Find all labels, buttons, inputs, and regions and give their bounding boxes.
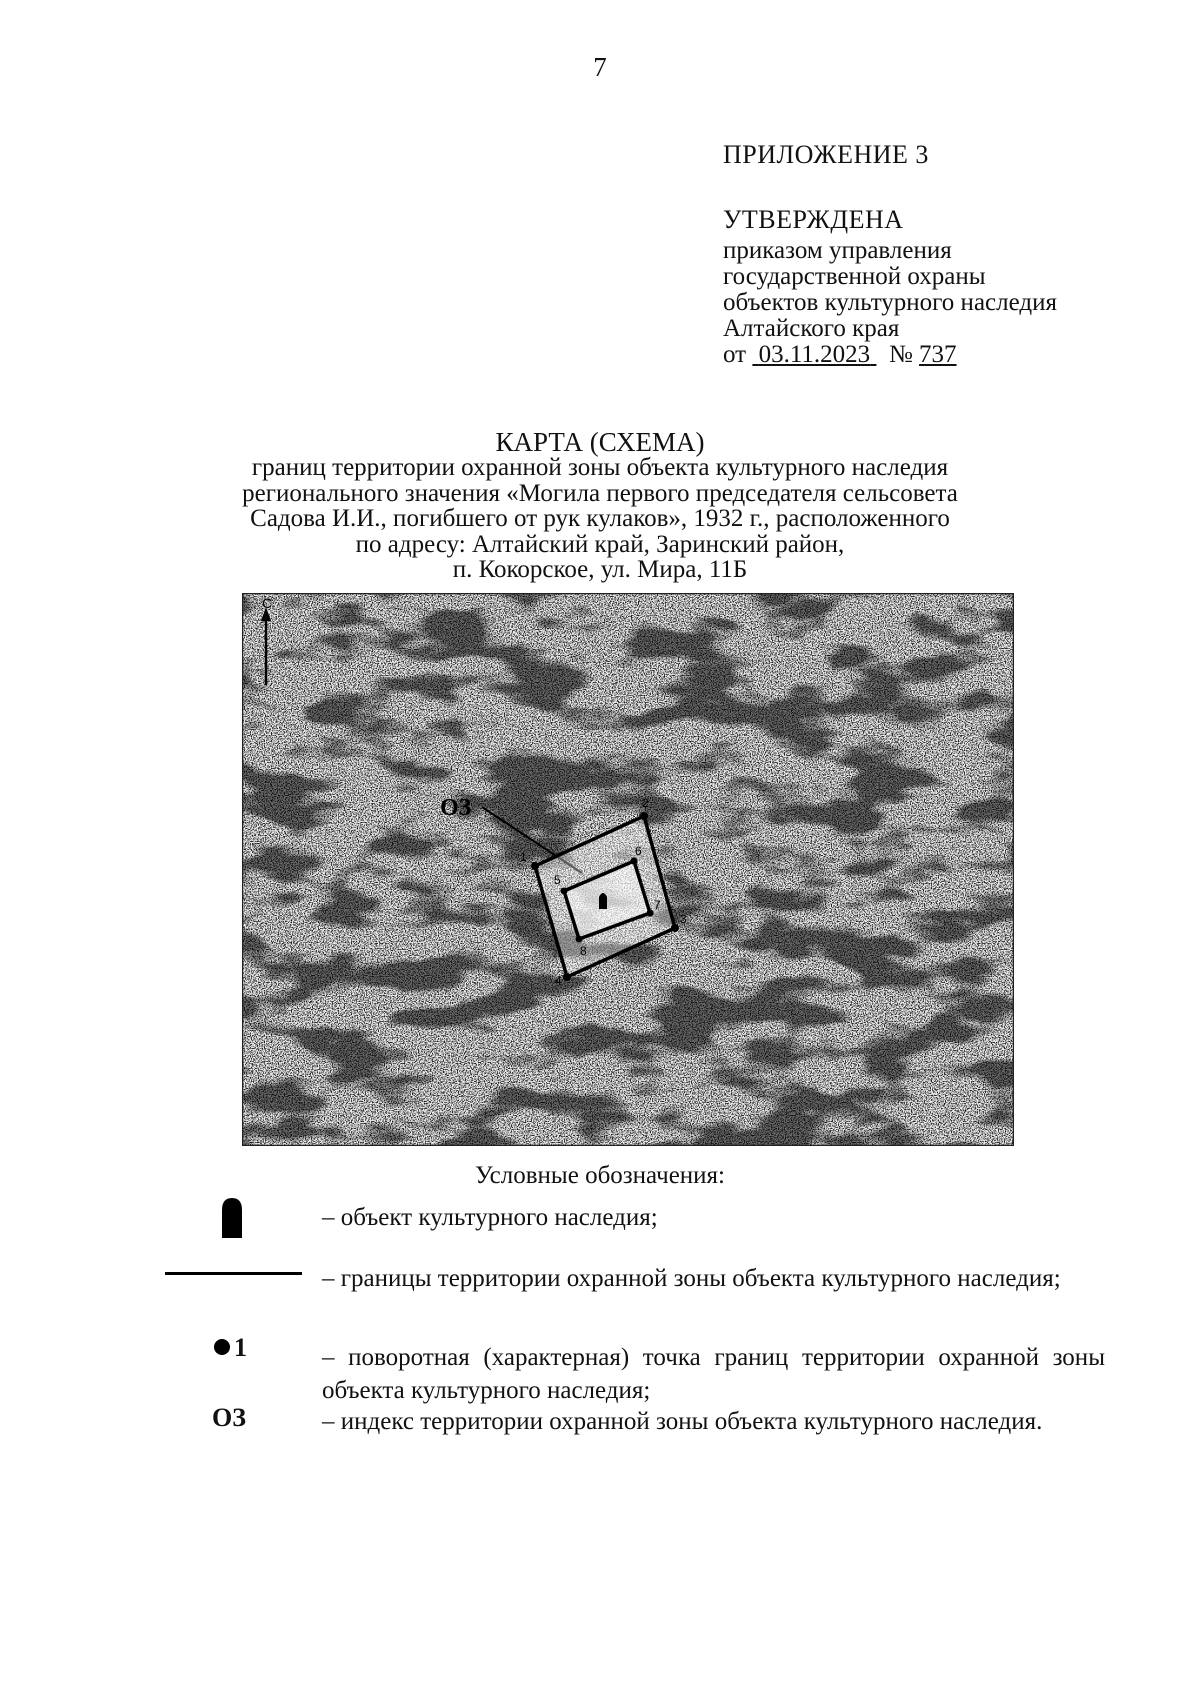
description-line: по адресу: Алтайский край, Заринский район, (355, 530, 845, 558)
order-number: 737 (919, 341, 957, 368)
order-line: объектов культурного наследия (723, 289, 1057, 316)
approval-order-block (723, 238, 1057, 368)
protection-zone-map (242, 593, 1014, 1146)
page-number: 7 (593, 52, 607, 82)
order-line: государственной охраны (723, 263, 986, 290)
legend-item-text: – индекс территории охранной зоны объекта культурного наследия. (322, 1408, 1043, 1435)
legend-point-number: 1 (234, 1333, 247, 1362)
document-title: КАРТА (СХЕМА) (495, 427, 705, 457)
point-label: 8 (580, 944, 587, 958)
turning-point (647, 910, 654, 917)
point-label: 2 (642, 796, 649, 810)
description-line: Садова И.И., погибшего от рук кулаков», 1932 г., расположенного (250, 505, 950, 532)
turning-point (561, 888, 568, 895)
turning-point (531, 862, 539, 870)
description-line: п. Кокорское, ул. Мира, 11Б (452, 556, 748, 583)
turning-point (631, 858, 638, 865)
north-label: С (262, 595, 273, 611)
point-label: 4 (555, 974, 562, 988)
legend-item-text: – границы территории охранной зоны объекта культурного наследия; (322, 1265, 1061, 1292)
point-label: 3 (680, 912, 687, 926)
legend-title: Условные обозначения: (474, 1162, 726, 1189)
description-line: границ территории охранной зоны объекта культурного наследия (251, 454, 949, 481)
appendix-heading: ПРИЛОЖЕНИЕ 3 (723, 140, 929, 169)
document-description (200, 455, 1000, 583)
order-line: Алтайского края (723, 315, 900, 342)
point-label: 6 (635, 844, 642, 858)
legend-monument-icon (221, 1198, 243, 1238)
point-label: 5 (554, 873, 561, 887)
turning-point (671, 924, 679, 932)
point-label: 7 (654, 898, 661, 912)
approved-heading: УТВЕРЖДЕНА (723, 205, 904, 234)
legend-zone-index: ОЗ (212, 1403, 246, 1432)
zone-index-label: ОЗ (440, 795, 472, 821)
order-line: приказом управления (723, 237, 952, 264)
description-line: регионального значения «Могила первого председателя сельсовета (242, 479, 958, 507)
turning-point (576, 936, 583, 943)
boundary-line-icon (165, 1272, 302, 1275)
legend-item-text: – поворотная (характерная) точка границ территории охранной зоны объекта культурного наследия; (322, 1344, 1105, 1404)
order-date-line (723, 342, 1057, 368)
date-prefix: от (723, 341, 747, 368)
turning-point-icon (214, 1339, 230, 1355)
monument-icon (599, 893, 607, 909)
order-date: 03.11.2023 (758, 341, 871, 368)
point-label: 1 (520, 850, 527, 864)
number-prefix: № (888, 341, 913, 368)
legend-item-text: – объект культурного наследия; (322, 1204, 658, 1231)
turning-point (563, 973, 571, 981)
turning-point (640, 812, 648, 820)
